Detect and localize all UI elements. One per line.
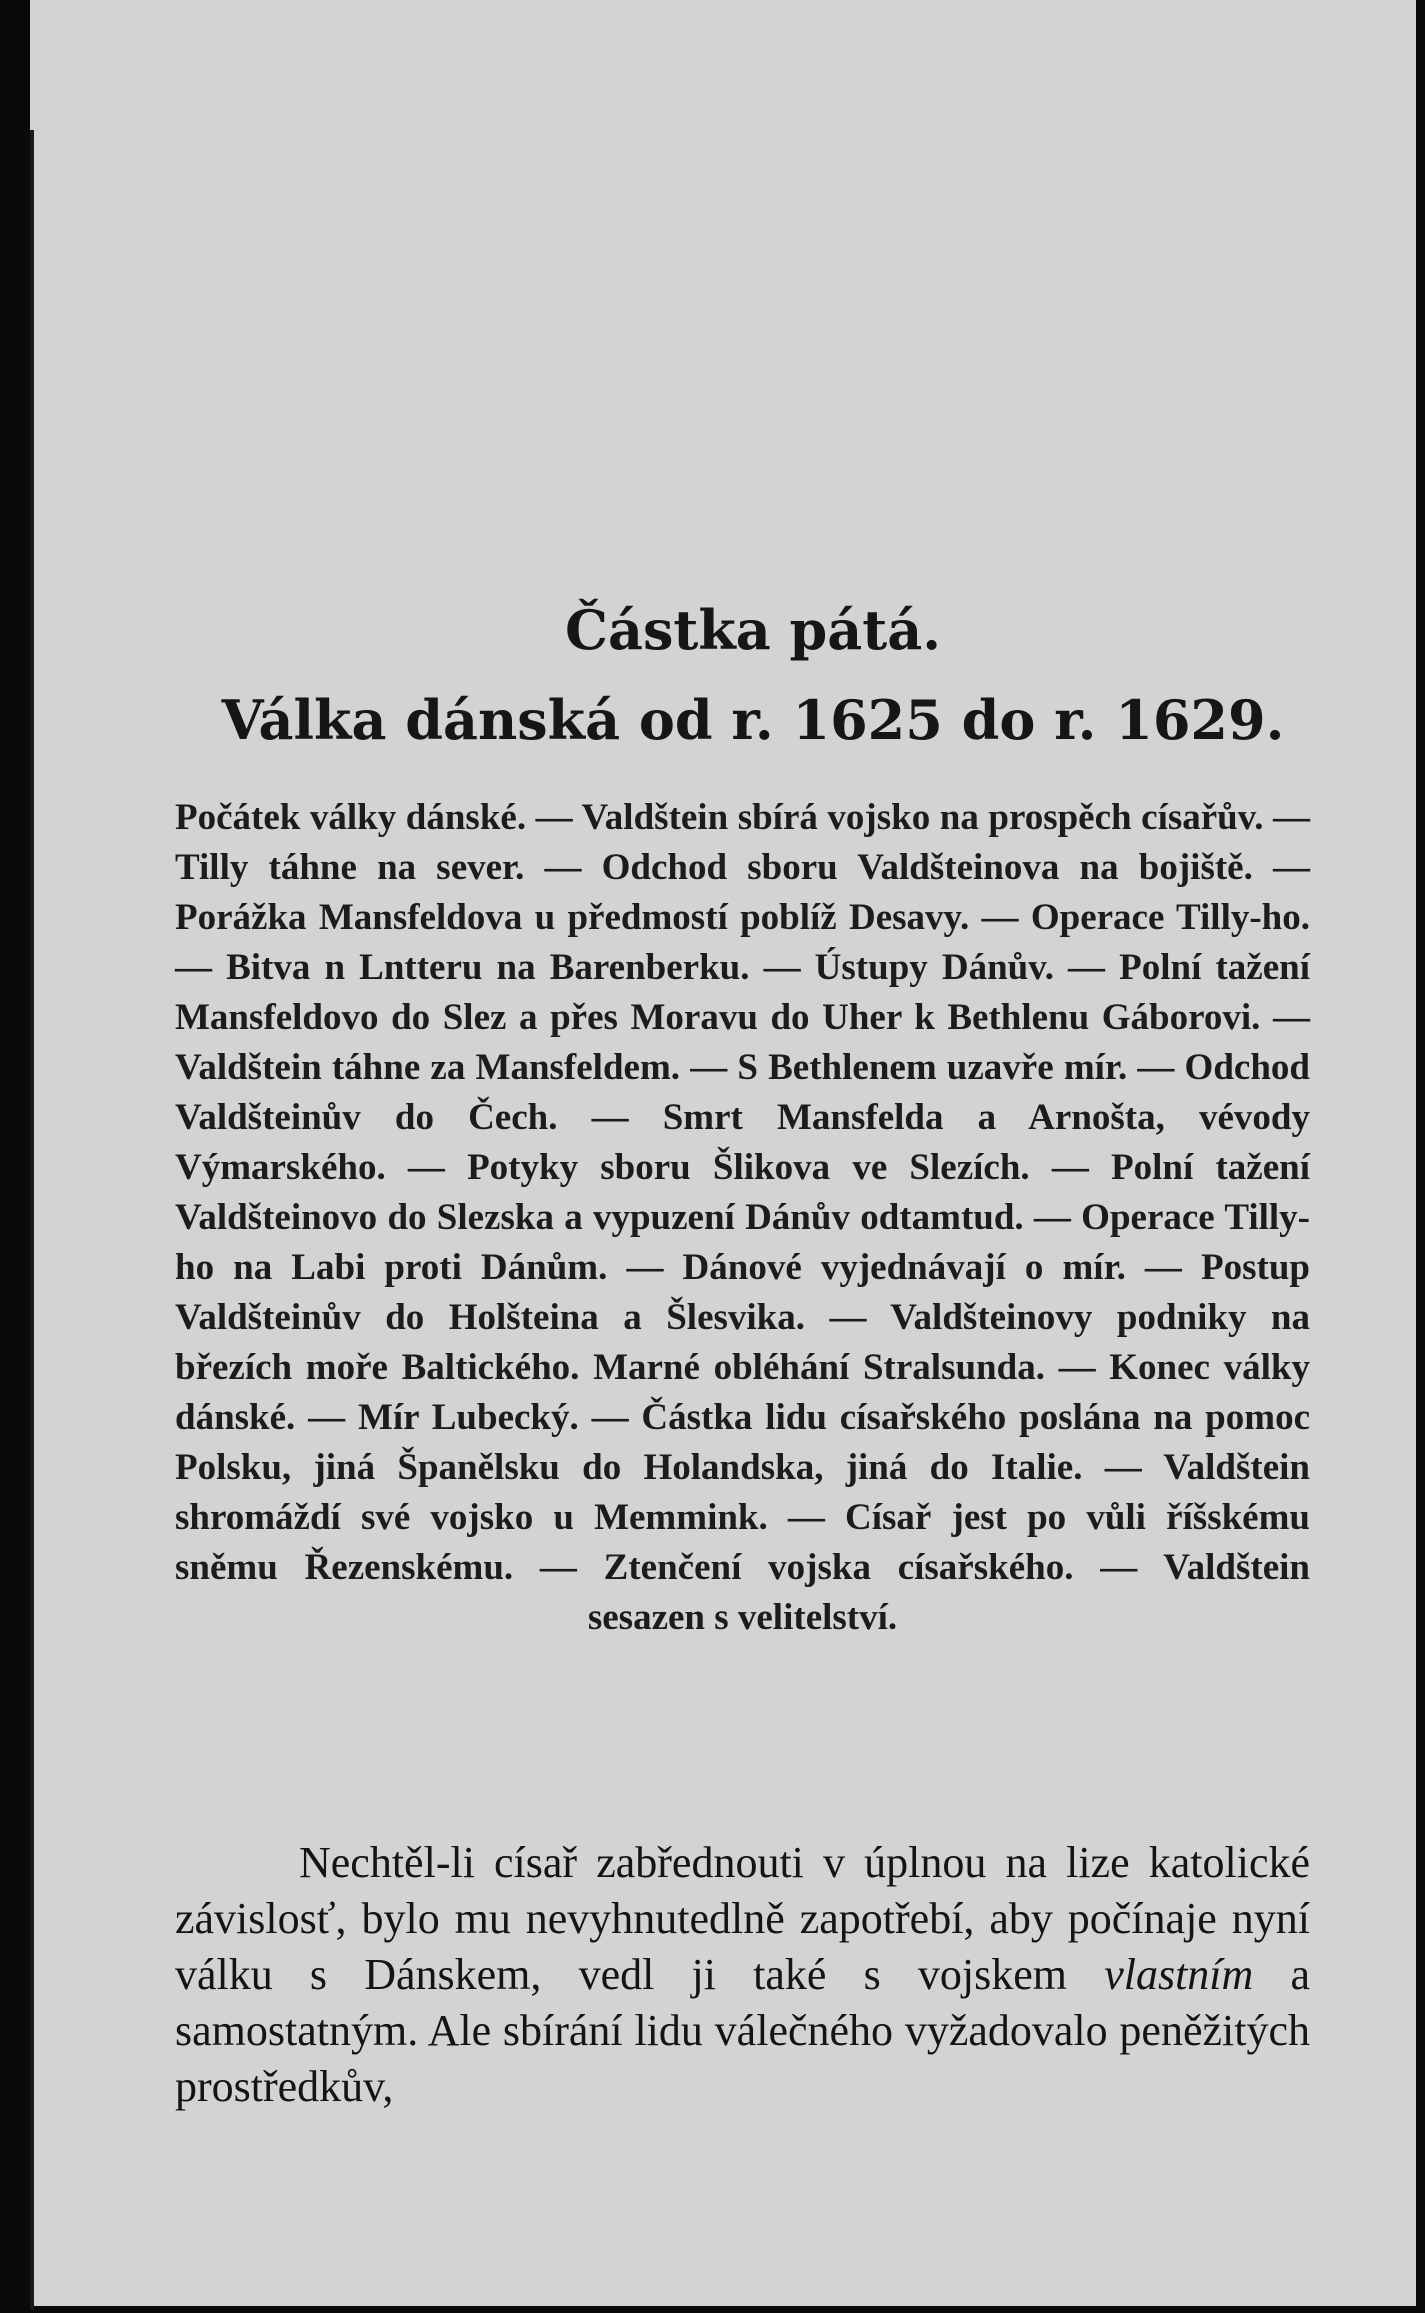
part-title: Částka pátá. xyxy=(565,598,941,662)
chapter-title: Válka dánská od r. 1625 do r. 1629. xyxy=(221,688,1285,752)
page-edge-line xyxy=(30,130,34,2310)
body-text-start: Nechtěl-li císař zabřednouti v úplnou na lize katolické závislosť, bylo mu nevyhnutedlně zapotřebí, aby počínaje nyní válku s Dánskem, vedl ji také s vojskem xyxy=(175,1838,1310,1999)
document-page xyxy=(30,0,1416,2306)
chapter-summary: Počátek války dánské. — Valdštein sbírá vojsko na prospěch císařův. — Tilly táhne na sever. — Odchod sboru Valdšteinova na bojiště. — Porážka Mansfeldova u předmostí poblíž Desavy. — Operace Tilly-ho. — Bitva n Lntteru na Barenberku. — Ústupy Dánův. — Polní tažení Mansfeldovo do Slez a přes Moravu do Uher k Bethlenu Gáborovi. — Valdštein táhne za Mansfeldem. — S Bethlenem uzavře mír. — Odchod Valdšteinův do Čech. — Smrt Mansfelda a Arnošta, vévody Výmarského. — Potyky sboru Šlikova ve Slezích. — Polní tažení Valdšteinovo do Slezska a vypuzení Dánův odtamtud. — Operace Tilly-ho na Labi proti Dánům. — Dánové vyjednávají o mír. — Postup Valdšteinův do Holšteina a Šlesvika. — Valdšteinovy podniky na březích moře Baltického. Marné obléhání Stralsunda. — Konec války dánské. — Mír Lubecký. — Částka lidu císařského poslána na pomoc Polsku, jiná Španělsku do Holandska, jiná do Italie. — Valdštein shromáždí své vojsko u Memmink. — Císař jest po vůli říšskému sněmu Řezenskému. — Ztenčení vojska císařského. — Valdštein sesazen s velitelství. xyxy=(175,797,1310,1638)
body-paragraph xyxy=(175,1835,1310,2115)
body-emphasis: vlastním xyxy=(1104,1950,1254,1999)
body-text-end: a samostatným. Ale sbírání lidu válečného vyžadovalo peněžitých prostředkův, xyxy=(175,1950,1311,2111)
